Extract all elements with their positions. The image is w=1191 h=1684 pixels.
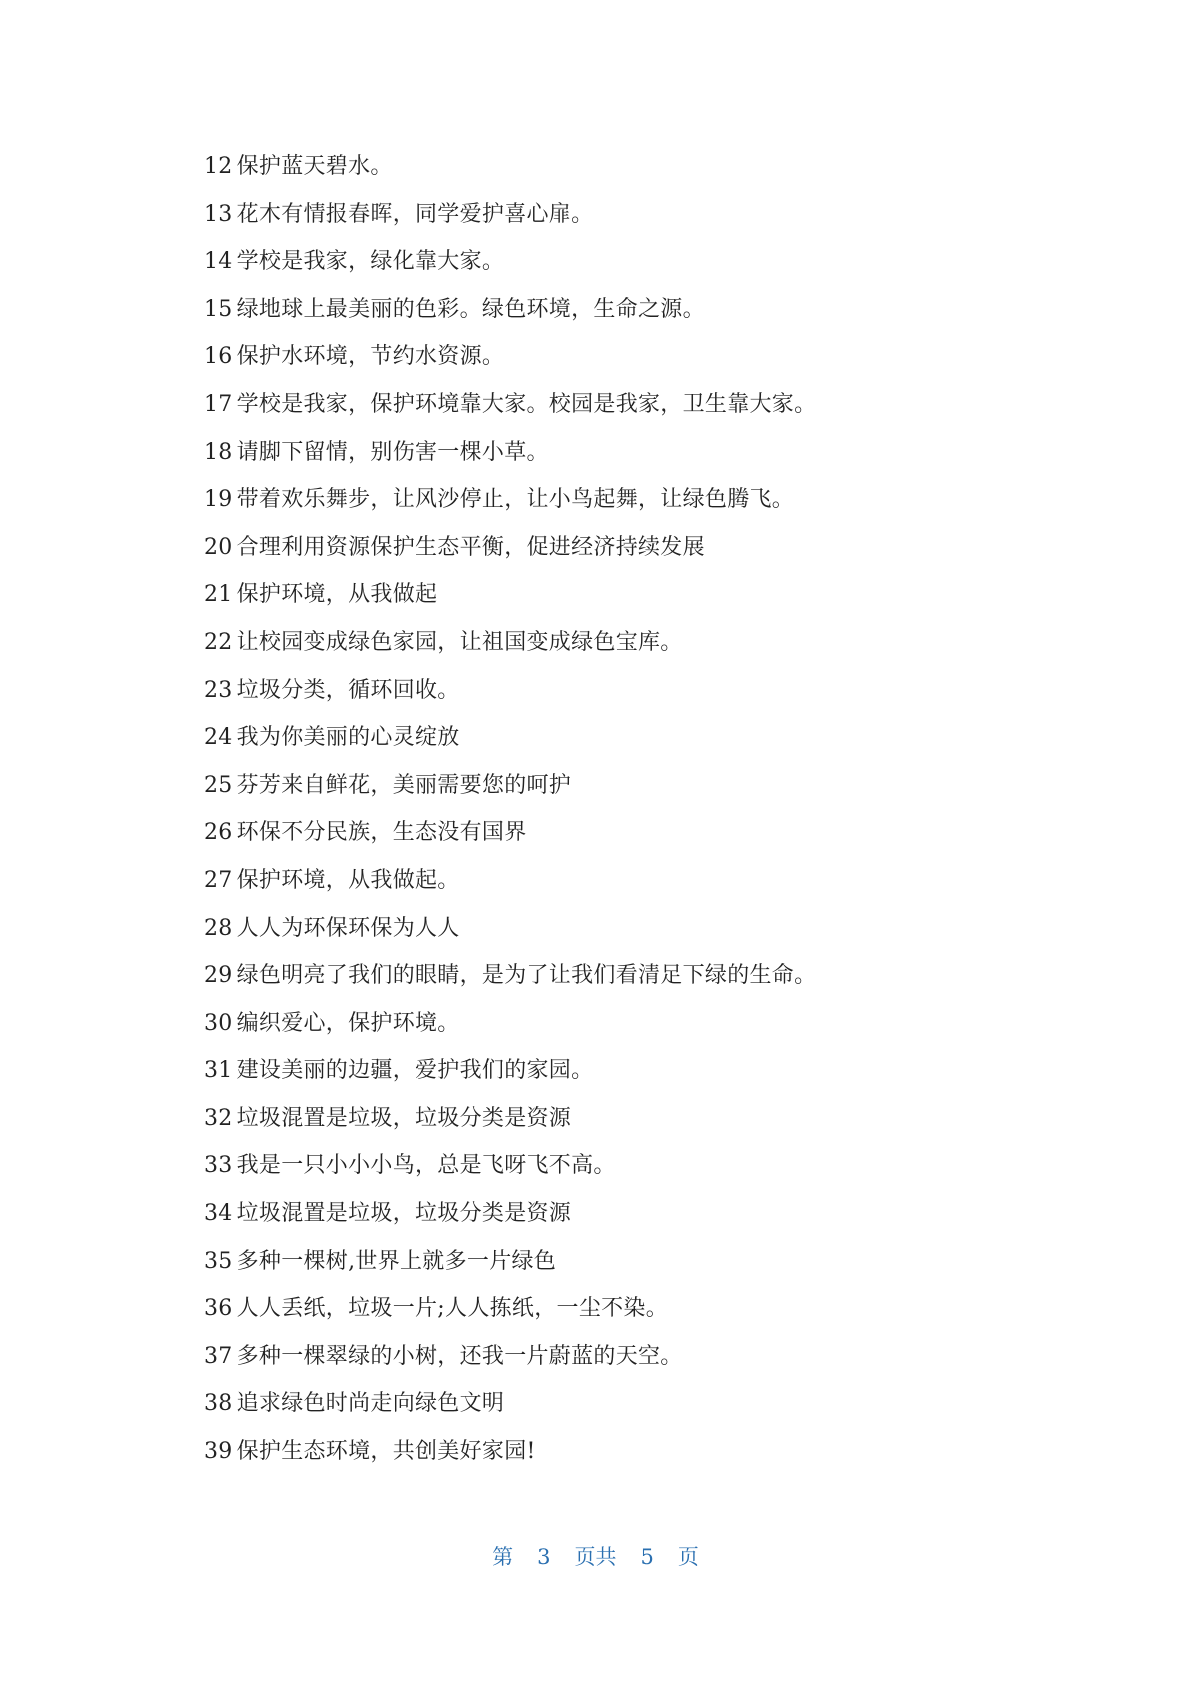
- page-footer: [0, 1541, 1191, 1571]
- item-text: 保护生态环境，共创美好家园!: [236, 1439, 536, 1465]
- item-number: 13: [204, 201, 233, 227]
- item-text: 保护蓝天碧水。: [236, 154, 393, 179]
- item-text: 保护水环境，节约水资源。: [236, 344, 505, 370]
- item-text: 人人丢纸，垃圾一片;人人拣纸，一尘不染。: [236, 1296, 669, 1322]
- list-item: [204, 1100, 816, 1148]
- list-item: [204, 814, 816, 862]
- list-item: [204, 910, 816, 958]
- list-item: [204, 291, 816, 339]
- item-text: 绿地球上最美丽的色彩。绿色环境，生命之源。: [236, 296, 705, 322]
- item-number: 32: [204, 1105, 233, 1131]
- list-item: [204, 1433, 816, 1481]
- list-item: [204, 1385, 816, 1433]
- item-number: 14: [204, 249, 233, 275]
- item-number: 15: [204, 296, 233, 322]
- list-item: [204, 529, 816, 577]
- list-item: [204, 672, 816, 720]
- item-number: 17: [204, 391, 233, 417]
- item-number: 25: [204, 772, 233, 798]
- item-text: 人人为环保环保为人人: [236, 915, 460, 941]
- item-text: 垃圾混置是垃圾，垃圾分类是资源: [236, 1105, 572, 1131]
- list-item: [204, 196, 816, 244]
- list-item: [204, 434, 816, 482]
- footer-suffix: 页: [677, 1545, 699, 1569]
- item-number: 29: [204, 963, 233, 989]
- item-text: 带着欢乐舞步，让风沙停止，让小鸟起舞，让绿色腾飞。: [236, 487, 795, 513]
- item-number: 34: [204, 1201, 233, 1227]
- list-item: [204, 862, 816, 910]
- item-number: 36: [204, 1296, 233, 1322]
- item-number: 21: [204, 582, 233, 608]
- list-item: [204, 576, 816, 624]
- item-text: 合理利用资源保护生态平衡，促进经济持续发展: [236, 534, 705, 560]
- item-text: 芬芳来自鲜花，美丽需要您的呵护: [236, 772, 572, 798]
- item-text: 建设美丽的边疆，爱护我们的家园。: [236, 1058, 594, 1084]
- item-number: 23: [204, 677, 233, 703]
- item-number: 12: [204, 154, 233, 179]
- item-text: 追求绿色时尚走向绿色文明: [236, 1391, 505, 1417]
- item-number: 19: [204, 487, 233, 513]
- item-number: 28: [204, 915, 233, 941]
- list-item: [204, 243, 816, 291]
- item-text: 绿色明亮了我们的眼睛，是为了让我们看清足下绿的生命。: [236, 963, 817, 989]
- list-item: [204, 338, 816, 386]
- slogan-list: [204, 148, 816, 1481]
- list-item: [204, 1338, 816, 1386]
- item-text: 环保不分民族，生态没有国界: [236, 820, 527, 846]
- item-number: 39: [204, 1439, 233, 1465]
- total-pages-number: 5: [640, 1545, 654, 1569]
- list-item: [204, 1243, 816, 1291]
- list-item: [204, 624, 816, 672]
- item-number: 31: [204, 1058, 233, 1084]
- current-page-number: 3: [537, 1545, 551, 1569]
- item-number: 27: [204, 867, 233, 893]
- item-text: 让校园变成绿色家园，让祖国变成绿色宝库。: [236, 629, 683, 655]
- item-number: 24: [204, 725, 233, 751]
- list-item: [204, 386, 816, 434]
- item-number: 22: [204, 629, 233, 655]
- list-item: [204, 1052, 816, 1100]
- item-text: 花木有情报春晖，同学爱护喜心扉。: [236, 201, 594, 227]
- item-text: 编织爱心，保护环境。: [236, 1010, 460, 1036]
- item-text: 保护环境，从我做起: [236, 582, 438, 608]
- list-item: [204, 1005, 816, 1053]
- item-number: 26: [204, 820, 233, 846]
- item-text: 垃圾混置是垃圾，垃圾分类是资源: [236, 1201, 572, 1227]
- item-text: 学校是我家，保护环境靠大家。校园是我家，卫生靠大家。: [236, 391, 817, 417]
- item-number: 38: [204, 1391, 233, 1417]
- item-number: 18: [204, 439, 233, 465]
- item-text: 我是一只小小小鸟，总是飞呀飞不高。: [236, 1153, 616, 1179]
- list-item: [204, 1195, 816, 1243]
- item-text: 学校是我家，绿化靠大家。: [236, 249, 505, 275]
- footer-prefix: 第: [492, 1545, 514, 1569]
- list-item: [204, 1147, 816, 1195]
- item-text: 我为你美丽的心灵绽放: [236, 725, 460, 751]
- item-number: 37: [204, 1343, 233, 1369]
- item-text: 请脚下留情，别伤害一棵小草。: [236, 439, 549, 465]
- item-number: 33: [204, 1153, 233, 1179]
- list-item: [204, 767, 816, 815]
- item-number: 30: [204, 1010, 233, 1036]
- list-item: [204, 148, 816, 196]
- list-item: [204, 719, 816, 767]
- item-text: 多种一棵树,世界上就多一片绿色: [236, 1248, 557, 1274]
- item-number: 35: [204, 1248, 233, 1274]
- item-text: 垃圾分类，循环回收。: [236, 677, 460, 703]
- list-item: [204, 1290, 816, 1338]
- item-text: 保护环境，从我做起。: [236, 867, 460, 893]
- item-number: 20: [204, 534, 233, 560]
- item-number: 16: [204, 344, 233, 370]
- item-text: 多种一棵翠绿的小树，还我一片蔚蓝的天空。: [236, 1343, 683, 1369]
- list-item: [204, 957, 816, 1005]
- footer-middle: 页共: [574, 1545, 617, 1569]
- list-item: [204, 481, 816, 529]
